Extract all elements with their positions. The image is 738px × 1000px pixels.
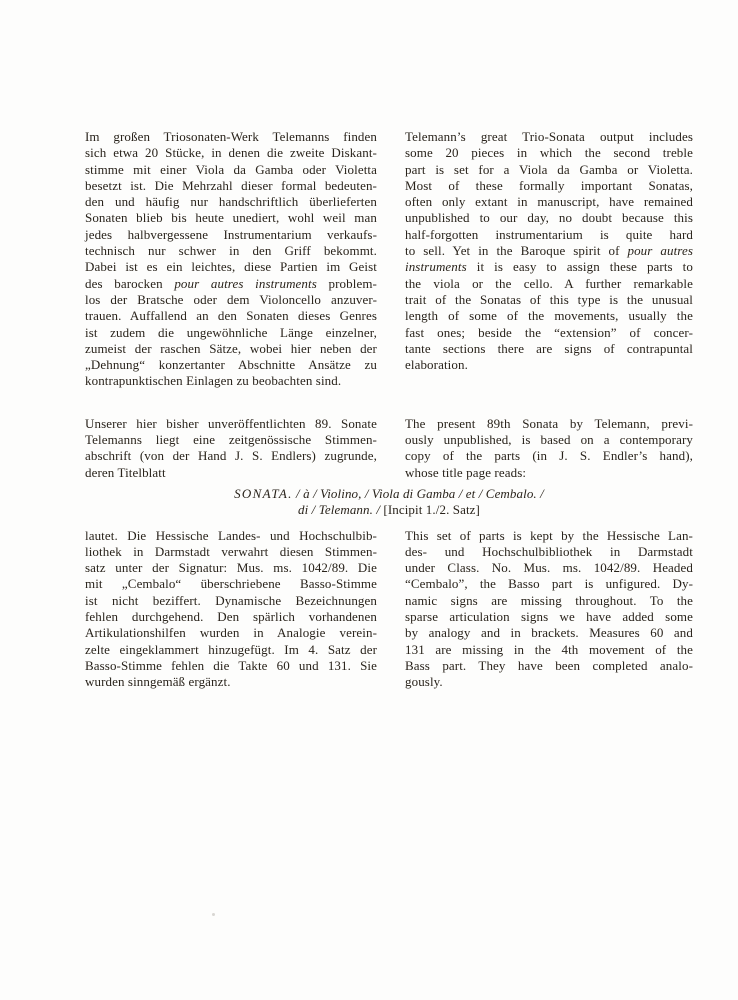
text-line [405,341,693,357]
text-line [85,243,377,259]
paragraph-row-2 [85,416,693,481]
text-line [85,357,377,373]
text-segment: fehlen durchgehend. Den spärlich vorhandenen [85,609,377,625]
text-line [405,194,693,210]
text-segment: gously. [405,674,443,690]
text-segment: Most of these formally important Sonatas, [405,177,693,193]
text-segment: Basso-Stimme fehlen die Takte 60 und 131. Sie [85,657,377,673]
text-segment: elaboration. [405,357,468,373]
text-segment: Bass part. They have been completed analo- [405,657,693,673]
text-segment: under Class. No. Mus. ms. 1042/89. Headed [405,560,693,576]
text-line [85,162,377,178]
german-paragraph-2 [85,416,377,481]
text-segment: deren Titelblatt [85,464,166,480]
text-line [405,129,693,145]
text-segment: Dabei ist es ein leichtes, diese Partien im Geist [85,259,377,275]
text-line [405,357,693,373]
text-line [405,576,693,592]
text-line [85,658,377,674]
italic-text-segment: pour autres instruments [174,275,317,291]
text-segment: Telemanns liegt eine zeitgenössische Stimmen- [85,432,377,448]
text-segment: liothek in Darmstadt verwahrt diesen Stimmen- [85,543,377,559]
text-segment: „Dehnung“ konzertanter Abschnitte Ansätze zu [85,357,377,373]
text-segment: fast ones; beside the “extension” of concer- [405,324,693,340]
text-segment: copy of the parts (in J. S. Endler’s hand), [405,448,693,464]
text-line [85,560,377,576]
text-line [85,341,377,357]
text-segment: The present 89th Sonata by Telemann, previ- [405,415,693,431]
text-segment: part is set for a Viola da Gamba or Violetta. [405,161,693,177]
text-line [405,416,693,432]
text-segment: wurden sinngemäß ergänzt. [85,674,231,690]
text-line [85,325,377,341]
text-line [405,145,693,161]
text-segment: trauen. Auffallend an den Sonaten dieses Genres [85,308,377,324]
text-line [85,625,377,641]
text-segment: the viola or the cello. A further remarkable [405,275,693,291]
text-line [85,432,377,448]
text-segment: des- und Hochschulbibliothek in Darmstadt [405,543,693,559]
text-segment: los der Bratsche oder dem Violoncello anzuver- [85,291,377,307]
text-line [405,292,693,308]
scan-artifact-speck [212,913,215,916]
text-segment: length of some of the movements, usually the [405,308,693,324]
text-line [85,259,377,275]
text-line [405,227,693,243]
text-line [405,544,693,560]
text-segment: some 20 pieces in which the second treble [405,145,693,161]
text-segment: to sell. Yet in the Baroque spirit of [405,243,628,259]
english-paragraph-2 [405,416,693,481]
text-line [405,560,693,576]
text-segment: Im großen Triosonaten-Werk Telemanns finden [85,129,377,144]
text-line [85,544,377,560]
text-line [85,609,377,625]
sonata-title-citation [85,486,693,519]
text-segment: sich etwa 20 Stücke, in denen die zweite Diskant- [85,145,377,161]
text-segment: ously unpublished, is based on a contemporary [405,432,693,448]
text-segment: abschrift (von der Hand J. S. Endlers) zugrunde, [85,448,377,464]
text-segment: 131 are missing in the 4th movement of the [405,641,693,657]
text-segment: Artikulationshilfen wurden in Analogie verein- [85,625,377,641]
text-segment: often only extant in manuscript, have remained [405,194,693,210]
text-line [85,308,377,324]
text-segment: sparse articulation signs we have added some [405,609,693,625]
text-line [85,593,377,609]
text-line [405,162,693,178]
text-line [85,276,377,292]
text-line [85,416,377,432]
text-line [405,325,693,341]
text-segment: stimme mit einer Viola da Gamba oder Violetta [85,161,377,177]
text-line [405,259,693,275]
text-line [405,625,693,641]
text-line [405,432,693,448]
text-line [405,593,693,609]
text-segment: satz unter der Signatur: Mus. ms. 1042/89. Die [85,560,377,576]
text-segment: ist zudem die ungewöhnliche Länge einzelner, [85,324,377,340]
text-segment: problem- [316,275,377,291]
text-segment: This set of parts is kept by the Hessische Lan- [405,527,693,543]
text-segment: namic signs are missing throughout. To the [405,592,693,608]
text-line [405,243,693,259]
italic-text-segment: instruments [405,259,467,275]
text-line [85,373,377,389]
english-paragraph-1 [405,129,693,390]
text-line [405,658,693,674]
text-segment: kontrapunktischen Einlagen zu beobachten sind. [85,373,342,389]
text-segment: ist nicht beziffert. Dynamische Bezeichnungen [85,592,377,608]
text-line [405,528,693,544]
text-line [85,227,377,243]
paragraph-row-3 [85,528,693,691]
text-line [85,465,377,481]
text-line [85,642,377,658]
text-line [405,465,693,481]
two-column-text-block [85,129,693,691]
text-segment: half-forgotten instrumentarium is quite hard [405,226,693,242]
text-line [405,674,693,690]
italic-text-segment: / à / Violino, / Viola di Gamba / et / Cembalo. / [292,485,544,501]
german-paragraph-1 [85,129,377,390]
italic-text-segment: di / Telemann. / [298,502,384,518]
text-line [85,674,377,690]
english-paragraph-3 [405,528,693,691]
italic-text-segment: SONATA. [234,485,293,501]
text-segment: trait of the Sonatas of this type is the unusual [405,291,693,307]
text-line [85,210,377,226]
text-segment: by analogy and in brackets. Measures 60 and [405,625,693,641]
text-line [405,308,693,324]
text-segment: whose title page reads: [405,464,527,480]
text-line [405,276,693,292]
text-segment: Telemann’s great Trio-Sonata output includes [405,129,693,144]
text-segment: technisch nur schwer in den Griff bekommt. [85,243,377,259]
german-paragraph-3 [85,528,377,691]
text-line [85,576,377,592]
text-line [405,448,693,464]
text-segment: [Incipit 1./2. Satz] [383,502,480,518]
text-segment: “Cembalo”, the Basso part is unfigured. Dy- [405,576,693,592]
text-segment: zelte eingeklammert hinzugefügt. Im 4. Satz der [85,641,377,657]
text-line [85,129,377,145]
text-segment: zumeist der raschen Sätze, wobei hier neben der [85,340,377,356]
text-segment: lautet. Die Hessische Landes- und Hochschulbib- [85,527,377,543]
text-segment: it is easy to assign these parts to [466,259,693,275]
text-segment: unpublished to our day, no doubt because this [405,210,693,226]
text-line [405,178,693,194]
text-segment: mit „Cembalo“ überschriebene Basso-Stimme [85,576,377,592]
text-line [85,194,377,210]
text-line [85,486,693,502]
text-line [85,502,693,518]
text-segment: des barocken [85,275,175,291]
text-segment: tante sections there are signs of contrapuntal [405,340,693,356]
paragraph-row-1 [85,129,693,390]
text-line [85,178,377,194]
text-line [405,609,693,625]
text-line [85,292,377,308]
italic-text-segment: pour autres [627,243,693,259]
text-line [405,642,693,658]
text-line [85,448,377,464]
text-line [85,145,377,161]
text-line [85,528,377,544]
text-segment: den und häufig nur handschriftlich überlieferten [85,194,377,210]
text-segment: Unserer hier bisher unveröffentlichten 89. Sonate [85,415,377,431]
text-segment: jedes halbvergessene Instrumentarium verkaufs- [85,226,377,242]
text-line [405,210,693,226]
text-segment: Sonaten blieb bis heute unediert, wohl weil man [85,210,377,226]
text-segment: besetzt ist. Die Mehrzahl dieser formal bedeuten- [85,177,377,193]
